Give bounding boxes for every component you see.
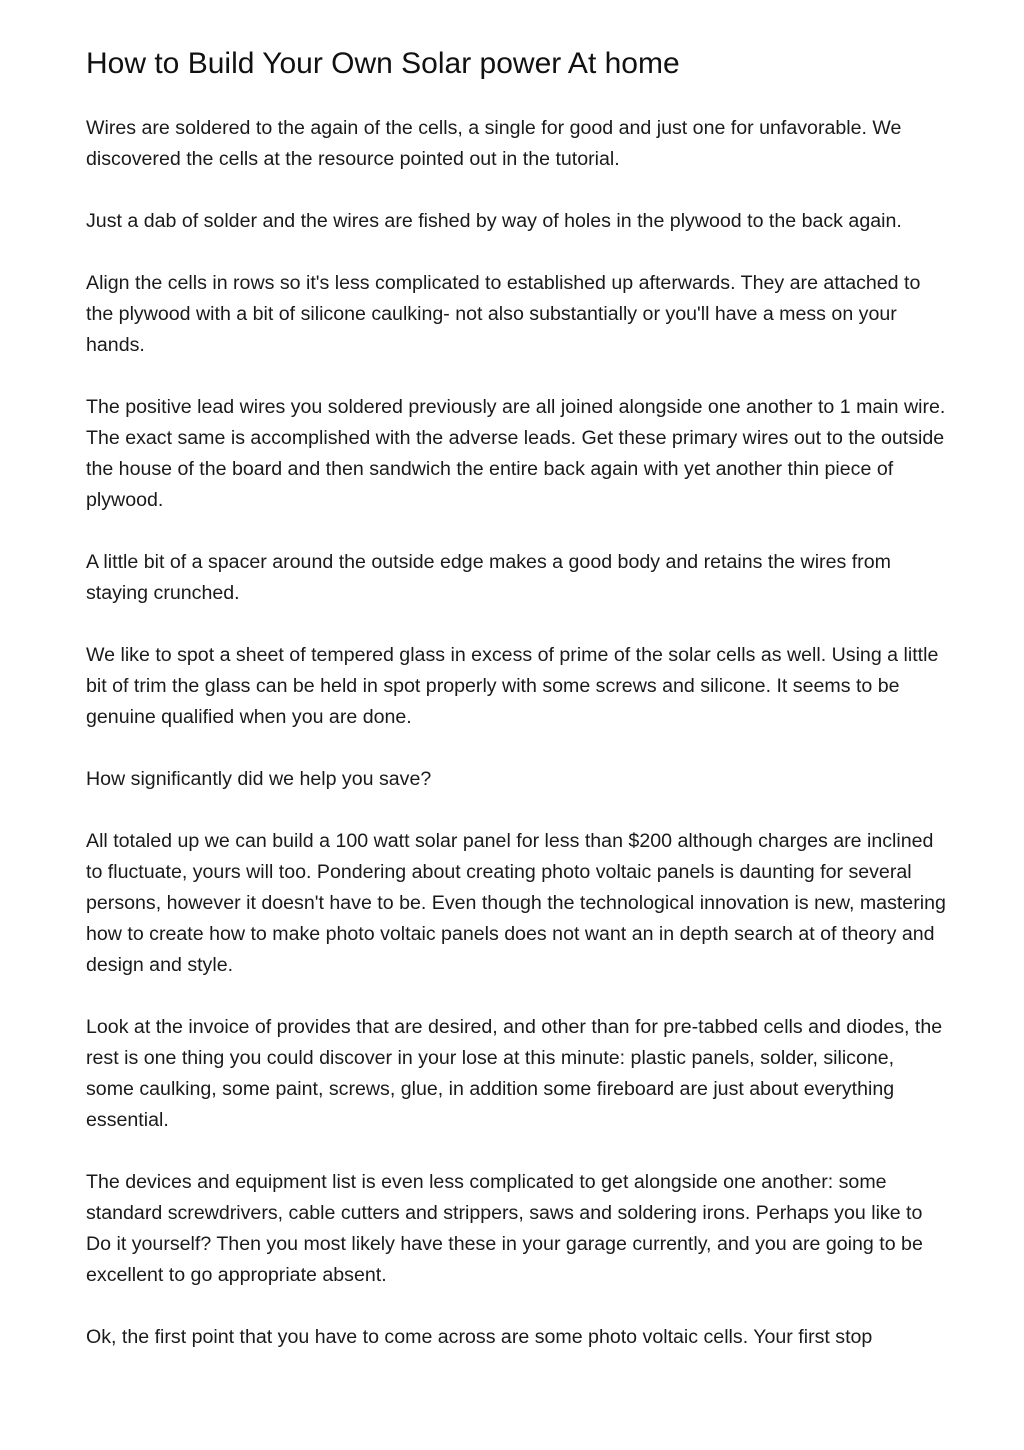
paragraph: Ok, the first point that you have to come across are some photo voltaic cells. Your first stop: [86, 1326, 873, 1348]
paragraph: Look at the invoice of provides that are desired, and other than for pre-tabbed cells and diodes, the rest is one thing you could discover in your lose at this minute: plastic panels, solder, silicone, some caulking, some paint, screws, glue, in addition some fireboard are just about everything essential.: [86, 1016, 943, 1131]
paragraph: The positive lead wires you soldered previously are all joined alongside one another to 1 main wire. The exact same is accomplished with the adverse leads. Get these primary wires out to the outside the house of the board and then sandwich the entire back again with yet another thin piece of plywood.: [86, 396, 946, 511]
paragraph: All totaled up we can build a 100 watt solar panel for less than $200 although charges are inclined to fluctuate, yours will too. Pondering about creating photo voltaic panels is daunting for several persons, however it doesn't have to be. Even though the technological innovation is new, mastering how to create how to make photo voltaic panels does not want an in depth search at of theory and design and style.: [86, 830, 946, 976]
document-body: [86, 113, 946, 1353]
paragraph: Wires are soldered to the again of the cells, a single for good and just one for unfavorable. We discovered the cells at the resource pointed out in the tutorial.: [86, 117, 902, 170]
document-page: [86, 0, 946, 1384]
paragraph: Just a dab of solder and the wires are fished by way of holes in the plywood to the back again.: [86, 210, 902, 232]
paragraph: We like to spot a sheet of tempered glass in excess of prime of the solar cells as well. Using a little bit of trim the glass can be held in spot properly with some screws and silicone. It seems to be genuine qualified when you are done.: [86, 644, 939, 728]
document-title: How to Build Your Own Solar power At home: [86, 47, 680, 80]
paragraph: The devices and equipment list is even less complicated to get alongside one another: some standard screwdrivers, cable cutters and strippers, saws and soldering irons. Perhaps you like to Do it yourself? Then you most likely have these in your garage currently, and you are going to be excellent to go appropriate absent.: [86, 1171, 923, 1286]
paragraph: A little bit of a spacer around the outside edge makes a good body and retains the wires from staying crunched.: [86, 551, 891, 604]
paragraph: Align the cells in rows so it's less complicated to established up afterwards. They are attached to the plywood with a bit of silicone caulking- not also substantially or you'll have a mess on your hands.: [86, 272, 921, 356]
paragraph: How significantly did we help you save?: [86, 768, 432, 790]
